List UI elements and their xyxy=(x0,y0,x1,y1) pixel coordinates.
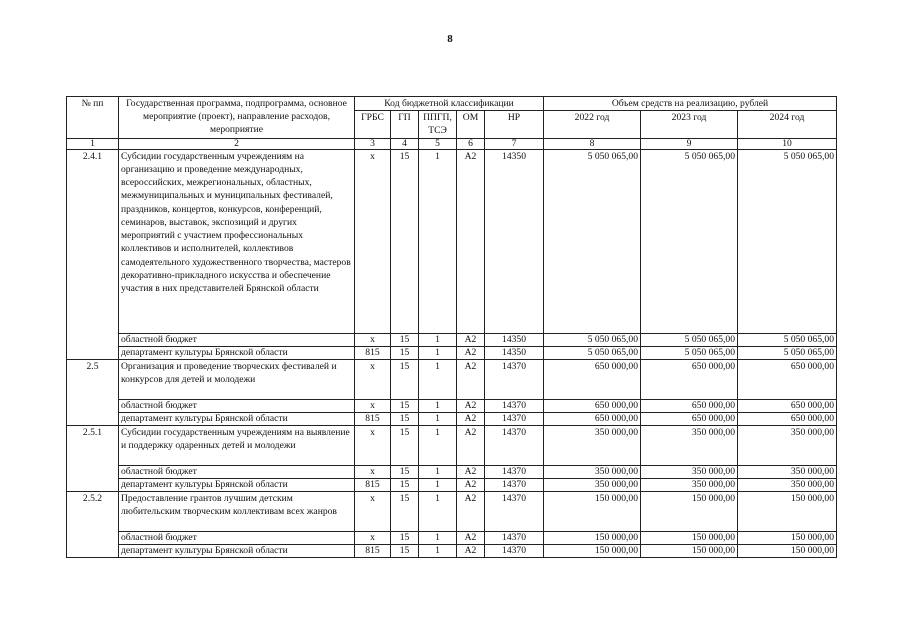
budget-table xyxy=(66,96,837,558)
cell-om: А2 xyxy=(457,425,485,465)
cell-y2023: 5 050 065,00 xyxy=(641,346,738,359)
cell-grbs: х xyxy=(355,425,391,465)
page-number: 8 xyxy=(447,33,453,45)
cell-y2022: 650 000,00 xyxy=(544,399,641,412)
cell-ppgp: 1 xyxy=(419,478,457,491)
cell-om: А2 xyxy=(457,346,485,359)
cell-grbs: 815 xyxy=(355,412,391,425)
cell-y2024: 650 000,00 xyxy=(738,399,837,412)
cell-y2024: 650 000,00 xyxy=(738,412,837,425)
cell-om: А2 xyxy=(457,491,485,531)
header-code-nr: НР xyxy=(485,111,544,138)
table-subrow xyxy=(67,346,837,359)
header-year-2024: 2024 год xyxy=(738,111,837,138)
column-index: 6 xyxy=(457,138,485,149)
cell-y2022: 5 050 065,00 xyxy=(544,346,641,359)
cell-gp: 15 xyxy=(391,491,419,531)
cell-gp: 15 xyxy=(391,333,419,346)
cell-om: А2 xyxy=(457,531,485,544)
subrow-name: департамент культуры Брянской области xyxy=(119,346,355,359)
column-index: 5 xyxy=(419,138,457,149)
header-code-gp: ГП xyxy=(391,111,419,138)
column-index: 1 xyxy=(67,138,119,149)
cell-gp: 15 xyxy=(391,149,419,333)
table-subrow xyxy=(67,544,837,557)
cell-y2022: 350 000,00 xyxy=(544,478,641,491)
cell-gp: 15 xyxy=(391,465,419,478)
cell-ppgp: 1 xyxy=(419,491,457,531)
cell-nr: 14370 xyxy=(485,531,544,544)
cell-ppgp: 1 xyxy=(419,399,457,412)
cell-gp: 15 xyxy=(391,531,419,544)
subrow-name: департамент культуры Брянской области xyxy=(119,478,355,491)
cell-nr: 14370 xyxy=(485,544,544,557)
cell-grbs: х xyxy=(355,359,391,399)
cell-om: А2 xyxy=(457,333,485,346)
cell-nr: 14370 xyxy=(485,399,544,412)
cell-y2023: 650 000,00 xyxy=(641,359,738,399)
cell-gp: 15 xyxy=(391,359,419,399)
cell-y2023: 350 000,00 xyxy=(641,465,738,478)
cell-grbs: х xyxy=(355,399,391,412)
cell-y2023: 350 000,00 xyxy=(641,478,738,491)
cell-ppgp: 1 xyxy=(419,465,457,478)
cell-y2022: 350 000,00 xyxy=(544,465,641,478)
cell-y2023: 150 000,00 xyxy=(641,544,738,557)
subrow-name: областной бюджет xyxy=(119,531,355,544)
cell-om: А2 xyxy=(457,149,485,333)
cell-gp: 15 xyxy=(391,346,419,359)
cell-y2023: 650 000,00 xyxy=(641,399,738,412)
subrow-name: областной бюджет xyxy=(119,333,355,346)
cell-ppgp: 1 xyxy=(419,531,457,544)
cell-grbs: 815 xyxy=(355,346,391,359)
cell-ppgp: 1 xyxy=(419,359,457,399)
cell-y2022: 350 000,00 xyxy=(544,425,641,465)
cell-om: А2 xyxy=(457,465,485,478)
row-name: Субсидии государственным учреждениям на организацию и проведение международных, всероссийских, межрегиональных, областных, межмуниципальных и муниципальных фестивалей, праздников, концертов, конкурсов, конференций, семинаров, выставок, экспозиций и других мероприятий с участием профессиональных коллективов и исполнителей, коллективов самодеятельного художественного творчества, мастеров декоративно-прикладного искусства и обеспечение участия в них представителей Брянской области xyxy=(119,149,355,333)
row-name: Организация и проведение творческих фестивалей и конкурсов для детей и молодежи xyxy=(119,359,355,399)
cell-om: А2 xyxy=(457,412,485,425)
table-row xyxy=(67,425,837,465)
cell-grbs: х xyxy=(355,531,391,544)
column-index: 10 xyxy=(738,138,837,149)
row-name: Субсидии государственным учреждениям на выявление и поддержку одаренных детей и молодежи xyxy=(119,425,355,465)
column-index: 4 xyxy=(391,138,419,149)
cell-y2023: 350 000,00 xyxy=(641,425,738,465)
table-subrow xyxy=(67,465,837,478)
cell-nr: 14350 xyxy=(485,346,544,359)
cell-ppgp: 1 xyxy=(419,425,457,465)
cell-ppgp: 1 xyxy=(419,412,457,425)
cell-y2022: 150 000,00 xyxy=(544,491,641,531)
cell-y2024: 5 050 065,00 xyxy=(738,346,837,359)
header-num: № пп xyxy=(67,97,119,139)
cell-grbs: х xyxy=(355,465,391,478)
cell-grbs: 815 xyxy=(355,544,391,557)
table-row xyxy=(67,149,837,333)
column-index: 7 xyxy=(485,138,544,149)
row-number: 2.5.2 xyxy=(67,491,119,557)
header-code-om: ОМ xyxy=(457,111,485,138)
cell-gp: 15 xyxy=(391,544,419,557)
cell-nr: 14370 xyxy=(485,412,544,425)
cell-y2024: 350 000,00 xyxy=(738,478,837,491)
column-index: 9 xyxy=(641,138,738,149)
subrow-name: областной бюджет xyxy=(119,399,355,412)
cell-om: А2 xyxy=(457,399,485,412)
table-subrow xyxy=(67,412,837,425)
cell-nr: 14370 xyxy=(485,465,544,478)
table-subrow xyxy=(67,399,837,412)
cell-y2024: 150 000,00 xyxy=(738,531,837,544)
cell-y2022: 150 000,00 xyxy=(544,531,641,544)
cell-ppgp: 1 xyxy=(419,333,457,346)
cell-y2022: 650 000,00 xyxy=(544,359,641,399)
cell-y2023: 150 000,00 xyxy=(641,491,738,531)
cell-nr: 14370 xyxy=(485,359,544,399)
cell-y2023: 5 050 065,00 xyxy=(641,149,738,333)
header-amount-group: Объем средств на реализацию, рублей xyxy=(544,97,837,111)
cell-nr: 14370 xyxy=(485,491,544,531)
cell-y2024: 5 050 065,00 xyxy=(738,149,837,333)
cell-ppgp: 1 xyxy=(419,149,457,333)
cell-gp: 15 xyxy=(391,425,419,465)
cell-grbs: х xyxy=(355,491,391,531)
column-index: 3 xyxy=(355,138,391,149)
cell-nr: 14370 xyxy=(485,478,544,491)
cell-om: А2 xyxy=(457,359,485,399)
cell-y2024: 650 000,00 xyxy=(738,359,837,399)
cell-y2024: 350 000,00 xyxy=(738,465,837,478)
cell-y2024: 150 000,00 xyxy=(738,491,837,531)
table-subrow xyxy=(67,478,837,491)
column-index: 8 xyxy=(544,138,641,149)
header-year-2023: 2023 год xyxy=(641,111,738,138)
cell-y2022: 150 000,00 xyxy=(544,544,641,557)
subrow-name: областной бюджет xyxy=(119,465,355,478)
cell-grbs: 815 xyxy=(355,478,391,491)
cell-y2023: 150 000,00 xyxy=(641,531,738,544)
header-code-grbs: ГРБС xyxy=(355,111,391,138)
subrow-name: департамент культуры Брянской области xyxy=(119,412,355,425)
subrow-name: департамент культуры Брянской области xyxy=(119,544,355,557)
cell-nr: 14350 xyxy=(485,149,544,333)
cell-ppgp: 1 xyxy=(419,544,457,557)
column-index: 2 xyxy=(119,138,355,149)
row-number: 2.4.1 xyxy=(67,149,119,359)
cell-y2024: 5 050 065,00 xyxy=(738,333,837,346)
cell-y2023: 5 050 065,00 xyxy=(641,333,738,346)
cell-gp: 15 xyxy=(391,399,419,412)
table-subrow xyxy=(67,531,837,544)
cell-y2022: 650 000,00 xyxy=(544,412,641,425)
cell-om: А2 xyxy=(457,478,485,491)
cell-y2023: 650 000,00 xyxy=(641,412,738,425)
column-index-row xyxy=(67,138,837,149)
table-body xyxy=(67,138,837,557)
row-number: 2.5 xyxy=(67,359,119,425)
cell-om: А2 xyxy=(457,544,485,557)
cell-nr: 14370 xyxy=(485,425,544,465)
cell-gp: 15 xyxy=(391,412,419,425)
table-subrow xyxy=(67,333,837,346)
header-year-2022: 2022 год xyxy=(544,111,641,138)
cell-grbs: х xyxy=(355,333,391,346)
table-header xyxy=(67,97,837,139)
cell-grbs: х xyxy=(355,149,391,333)
header-code-group: Код бюджетной классификации xyxy=(355,97,544,111)
row-name: Предоставление грантов лучшим детским любительским творческим коллективам всех жанров xyxy=(119,491,355,531)
header-program: Государственная программа, подпрограмма, основное мероприятие (проект), направление расходов, мероприятие xyxy=(119,97,355,139)
cell-nr: 14350 xyxy=(485,333,544,346)
table-row xyxy=(67,359,837,399)
cell-y2022: 5 050 065,00 xyxy=(544,149,641,333)
cell-gp: 15 xyxy=(391,478,419,491)
table-row xyxy=(67,491,837,531)
cell-ppgp: 1 xyxy=(419,346,457,359)
row-number: 2.5.1 xyxy=(67,425,119,491)
cell-y2024: 150 000,00 xyxy=(738,544,837,557)
cell-y2022: 5 050 065,00 xyxy=(544,333,641,346)
header-code-ppgp: ППГП, ТСЭ xyxy=(419,111,457,138)
cell-y2024: 350 000,00 xyxy=(738,425,837,465)
